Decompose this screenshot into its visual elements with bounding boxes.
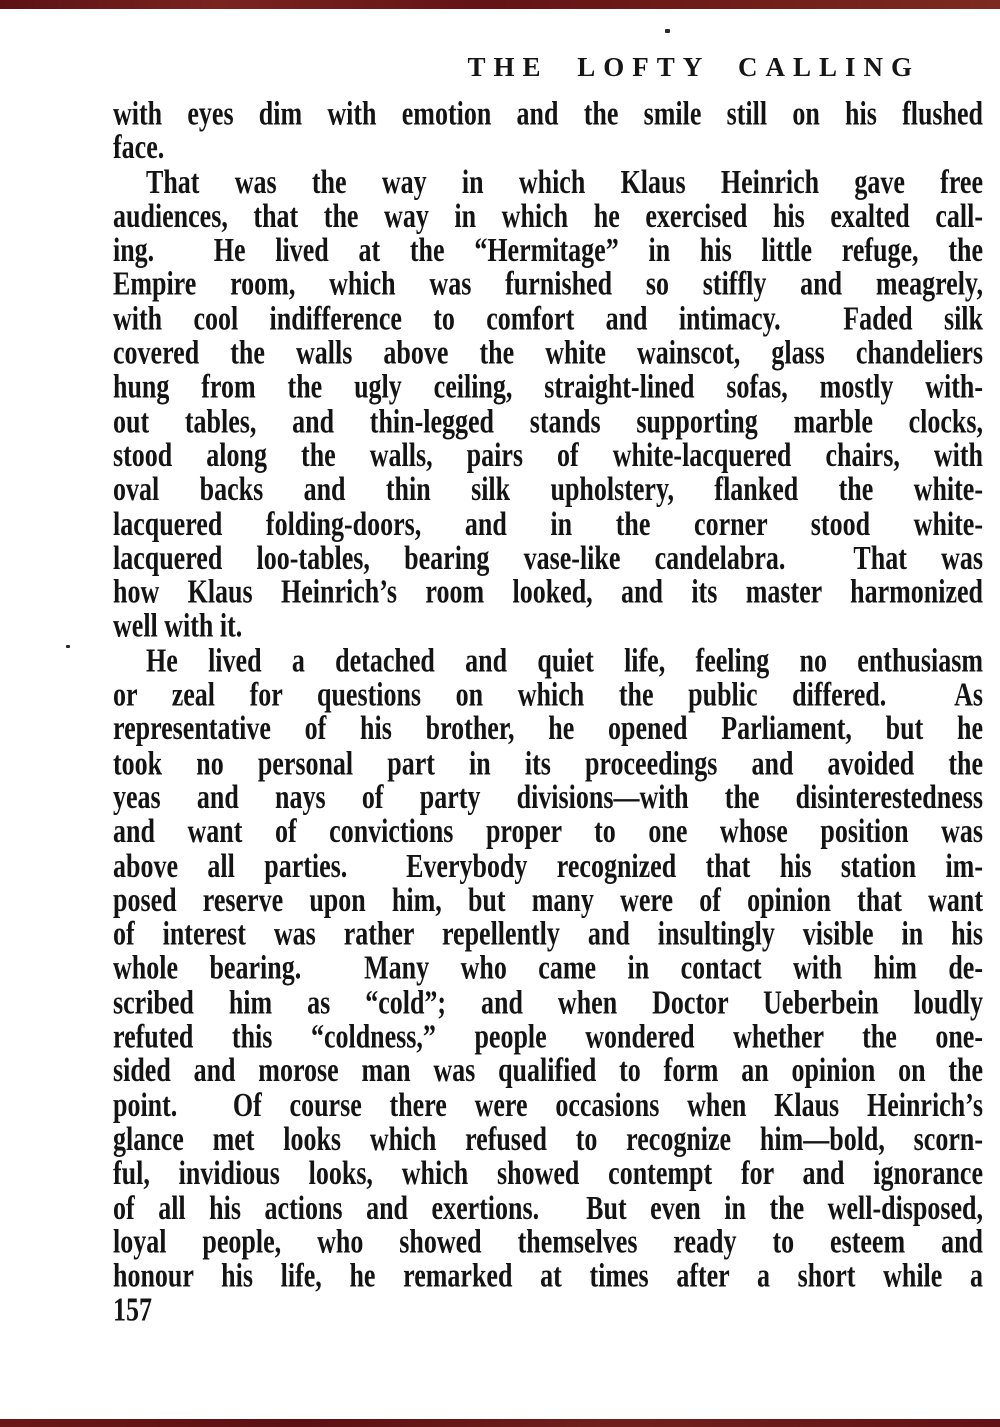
text-line: hung from the ugly ceiling, straight-lined sofas, mostly with- (113, 367, 983, 406)
text-line: with eyes dim with emotion and the smile still on his flushed (113, 94, 983, 133)
text-line: representative of his brother, he opened Parliament, but he (113, 709, 983, 748)
text-line: stood along the walls, pairs of white-lacquered chairs, with (113, 436, 983, 474)
text-line: or zeal for questions on which the public differed. As (113, 675, 983, 714)
text-line: He lived a detached and quiet life, feeling no enthusiasm (146, 641, 983, 680)
text-line: honour his life, he remarked at times after a short while a (113, 1256, 983, 1295)
text-line: took no personal part in its proceedings and avoided the (113, 743, 983, 782)
text-line: Empire room, which was furnished so stiffly and meagrely, (113, 265, 983, 304)
text-line: with cool indifference to comfort and intimacy. Faded silk (113, 299, 983, 338)
text-line: oval backs and thin silk upholstery, flanked the white- (113, 470, 983, 509)
text-line: above all parties. Everybody recognized that his station im- (113, 846, 983, 885)
ink-speck (665, 29, 670, 33)
text-line: how Klaus Heinrich’s room looked, and its master harmonized (113, 573, 983, 611)
text-line: of all his actions and exertions. But even in the well-disposed, (113, 1188, 983, 1227)
text-line: audiences, that the way in which he exercised his exalted call- (113, 196, 983, 235)
text-line: sided and morose man was qualified to form an opinion on the (113, 1051, 983, 1090)
text-line: covered the walls above the white wainscot, glass chandeliers (113, 333, 983, 372)
ink-speck (66, 645, 70, 648)
text-line: ing. He lived at the “Hermitage” in his little refuge, the (113, 231, 983, 269)
text-line: refuted this “coldness,” people wondered whether the one- (113, 1017, 983, 1056)
text-line: face. (113, 128, 165, 167)
text-line: lacquered loo-tables, bearing vase-like candelabra. That was (113, 538, 983, 577)
text-line: yeas and nays of party divisions—with the disinterestedness (113, 778, 983, 816)
text-line: posed reserve upon him, but many were of opinion that want (113, 880, 983, 919)
text-line: of interest was rather repellently and insultingly visible in his (113, 914, 983, 953)
scan-edge-bottom (0, 1419, 1000, 1427)
text-line: out tables, and thin-legged stands supporting marble clocks, (113, 402, 983, 440)
text-line: scribed him as “cold”; and when Doctor Ueberbein loudly (113, 983, 983, 1021)
text-line: That was the way in which Klaus Heinrich gave free (146, 162, 983, 201)
text-line: well with it. (113, 607, 243, 645)
scan-edge-top (0, 0, 1000, 9)
text-line: ful, invidious looks, which showed contempt for and ignorance (113, 1154, 983, 1192)
text-line: loyal people, who showed themselves ready to esteem and (113, 1222, 983, 1261)
text-line: and want of convictions proper to one whose position was (113, 812, 983, 851)
body-text (113, 94, 983, 1329)
text-line: whole bearing. Many who came in contact with him de- (113, 949, 983, 987)
text-line: lacquered folding-doors, and in the corner stood white- (113, 504, 983, 543)
text-line: point. Of course there were occasions when Klaus Heinrich’s (113, 1085, 983, 1124)
running-header: THE LOFTY CALLING (467, 52, 920, 82)
page-number: 157 (113, 1290, 152, 1329)
text-line: glance met looks which refused to recognize him—bold, scorn- (113, 1119, 983, 1158)
